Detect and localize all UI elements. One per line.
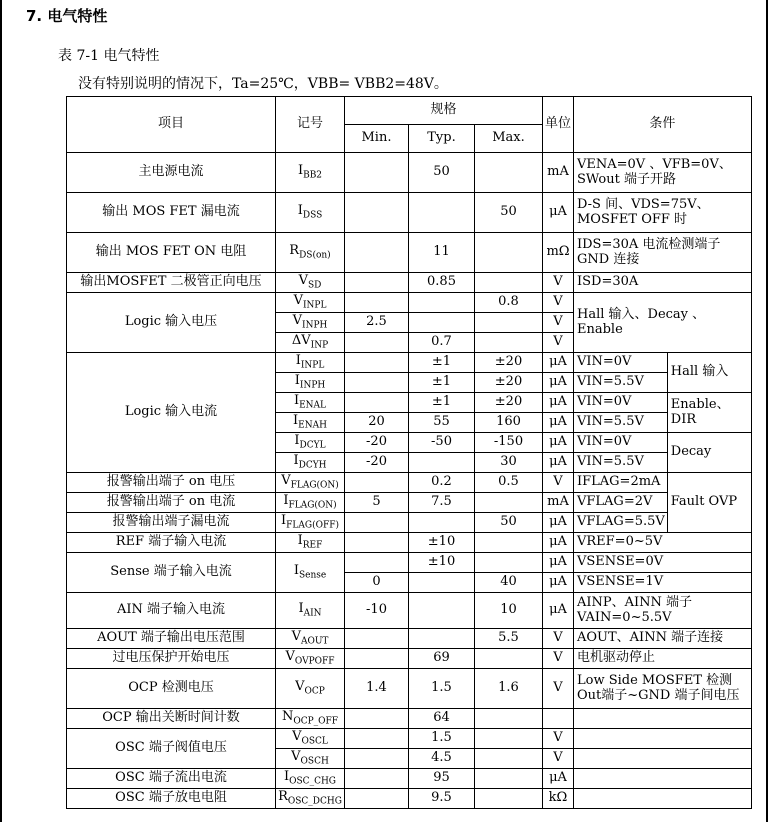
condition-group-cell: Enable、DIR [667, 393, 751, 433]
condition-cell: VIN=0V [574, 393, 668, 413]
symbol-main: I [293, 562, 299, 578]
item-cell: Sense 端子输入电流 [67, 553, 276, 593]
typ-cell [409, 193, 475, 233]
condition-cell: AINP、AINN 端子 VAIN=0~5.5V [574, 593, 752, 629]
symbol-main: V [285, 648, 295, 664]
symbol-sub: DS(on) [299, 250, 331, 261]
unit-cell: μA [543, 573, 574, 593]
symbol-sub: DCYH [298, 460, 327, 471]
header-item: 项目 [67, 97, 276, 153]
typ-cell: 69 [409, 649, 475, 669]
max-cell [475, 769, 543, 789]
unit-cell: μA [543, 373, 574, 393]
table-row [67, 709, 752, 729]
symbol-sub: AOUT [300, 636, 329, 647]
symbol-cell [276, 513, 345, 533]
symbol-sub: INPH [299, 380, 326, 391]
symbol-main: V [292, 728, 302, 744]
symbol-main: V [293, 292, 303, 308]
item-cell: 报警输出端子 on 电压 [67, 473, 276, 493]
table-row [67, 649, 752, 669]
typ-cell: 1.5 [409, 729, 475, 749]
symbol-cell [276, 153, 345, 193]
min-cell [345, 273, 409, 293]
symbol-main: I [284, 768, 290, 784]
symbol-sub: BB2 [303, 170, 323, 181]
symbol-cell [276, 193, 345, 233]
max-cell [475, 729, 543, 749]
typ-cell: 4.5 [409, 749, 475, 769]
symbol-main: R [289, 242, 300, 258]
symbol-cell [276, 453, 345, 473]
symbol-sub: OSC_DCHG [287, 796, 342, 807]
symbol-cell [276, 473, 345, 493]
max-cell: -150 [475, 433, 543, 453]
min-cell: 0 [345, 573, 409, 593]
symbol-cell [276, 293, 345, 313]
symbol-main: V [298, 272, 308, 288]
symbol-cell [276, 749, 345, 769]
typ-cell: 0.2 [409, 473, 475, 493]
min-cell: 2.5 [345, 313, 409, 333]
table-row [67, 293, 752, 313]
symbol-sub: AIN [303, 608, 322, 619]
condition-group-cell: Decay [667, 433, 751, 473]
symbol-sub: OVPOFF [294, 656, 335, 667]
unit-cell: μA [543, 769, 574, 789]
symbol-cell [276, 393, 345, 413]
unit-cell: μA [543, 193, 574, 233]
symbol-main: I [298, 600, 304, 616]
unit-cell: μA [543, 353, 574, 373]
min-cell [345, 373, 409, 393]
max-cell: 50 [475, 513, 543, 533]
symbol-main: I [294, 432, 300, 448]
condition-cell: VIN=5.5V [574, 373, 668, 393]
table-row [67, 729, 752, 749]
min-cell [345, 353, 409, 373]
symbol-sub: FLAG(OFF) [286, 520, 339, 531]
header-symbol: 记号 [276, 97, 345, 153]
typ-cell: ±1 [409, 393, 475, 413]
min-cell [345, 709, 409, 729]
item-cell: AOUT 端子输出电压范围 [67, 629, 276, 649]
table-row [67, 353, 752, 373]
condition-cell: IDS=30A 电流检测端子 GND 连接 [574, 233, 752, 273]
min-cell [345, 629, 409, 649]
unit-cell: V [543, 313, 574, 333]
min-cell: 1.4 [345, 669, 409, 709]
condition-cell: 电机驱动停止 [574, 649, 752, 669]
typ-cell: 55 [409, 413, 475, 433]
condition-cell: VSENSE=1V [574, 573, 752, 593]
unit-cell: V [543, 333, 574, 353]
max-cell [475, 709, 543, 729]
section-title: 7. 电气特性 [26, 7, 108, 25]
symbol-main: I [295, 352, 301, 368]
min-cell [345, 193, 409, 233]
condition-cell: D-S 间、VDS=75V、MOSFET OFF 时 [574, 193, 752, 233]
min-cell: 5 [345, 493, 409, 513]
typ-cell: 1.5 [409, 669, 475, 709]
item-cell: 过电压保护开始电压 [67, 649, 276, 669]
condition-cell: IFLAG=2mA [574, 473, 668, 493]
max-cell: 0.8 [475, 293, 543, 313]
item-cell: 输出 MOS FET ON 电阻 [67, 233, 276, 273]
max-cell [475, 233, 543, 273]
item-cell: Logic 输入电流 [67, 353, 276, 473]
symbol-sub: INPL [300, 360, 325, 371]
item-cell: OSC 端子流出电流 [67, 769, 276, 789]
min-cell [345, 729, 409, 749]
unit-cell: μA [543, 453, 574, 473]
typ-cell: ±1 [409, 353, 475, 373]
symbol-sub: ENAH [298, 420, 327, 431]
max-cell: 30 [475, 453, 543, 473]
max-cell: ±20 [475, 353, 543, 373]
typ-cell: 50 [409, 153, 475, 193]
min-cell: -20 [345, 453, 409, 473]
table-row [67, 193, 752, 233]
symbol-main: I [281, 512, 287, 528]
symbol-main: V [295, 678, 305, 694]
item-cell: 报警输出端子 on 电流 [67, 493, 276, 513]
unit-cell: V [543, 729, 574, 749]
max-cell [475, 533, 543, 553]
condition-cell: Low Side MOSFET 检测 Out端子~GND 端子间电压 [574, 669, 752, 709]
item-cell: OSC 端子放电电阻 [67, 789, 276, 809]
min-cell [345, 333, 409, 353]
min-cell [345, 233, 409, 273]
condition-cell: VSENSE=0V [574, 553, 752, 573]
max-cell: 0.5 [475, 473, 543, 493]
unit-cell: μA [543, 433, 574, 453]
symbol-sub: INP [310, 340, 329, 351]
typ-cell: 0.85 [409, 273, 475, 293]
table-row [67, 553, 752, 573]
typ-cell [409, 629, 475, 649]
unit-cell: mA [543, 493, 574, 513]
min-cell: 20 [345, 413, 409, 433]
symbol-sub: FLAG(ON) [290, 480, 339, 491]
unit-cell: μA [543, 553, 574, 573]
min-cell [345, 649, 409, 669]
symbol-sub: SD [308, 280, 322, 291]
item-cell: OCP 检测电压 [67, 669, 276, 709]
min-cell [345, 153, 409, 193]
unit-cell: V [543, 473, 574, 493]
max-cell: 10 [475, 593, 543, 629]
table-row [67, 233, 752, 273]
table-row [67, 493, 752, 513]
typ-cell: 7.5 [409, 493, 475, 513]
symbol-main: I [293, 452, 299, 468]
typ-cell: ±10 [409, 533, 475, 553]
typ-cell: ±1 [409, 373, 475, 393]
max-cell [475, 313, 543, 333]
symbol-sub: DCYL [299, 440, 326, 451]
symbol-cell [276, 769, 345, 789]
condition-cell: VFLAG=2V [574, 493, 668, 513]
max-cell [475, 153, 543, 193]
symbol-sub: INPL [302, 300, 327, 311]
item-cell: REF 端子输入电流 [67, 533, 276, 553]
unit-cell: V [543, 669, 574, 709]
header-max: Max. [475, 125, 543, 153]
condition-cell: VENA=0V 、VFB=0V、SWout 端子开路 [574, 153, 752, 193]
table-row [67, 789, 752, 809]
unit-cell: kΩ [543, 789, 574, 809]
condition-cell: Hall 输入、Decay 、Enable [574, 293, 752, 353]
symbol-main: I [283, 492, 289, 508]
symbol-cell [276, 729, 345, 749]
item-cell: 输出 MOS FET 漏电流 [67, 193, 276, 233]
symbol-cell [276, 649, 345, 669]
max-cell [475, 273, 543, 293]
min-cell [345, 393, 409, 413]
max-cell: 40 [475, 573, 543, 593]
typ-cell: 95 [409, 769, 475, 789]
max-cell [475, 333, 543, 353]
symbol-cell [276, 593, 345, 629]
typ-cell: ±10 [409, 553, 475, 573]
symbol-cell [276, 493, 345, 513]
table-row [67, 153, 752, 193]
condition-cell [574, 709, 752, 729]
symbol-cell [276, 433, 345, 453]
typ-cell: 0.7 [409, 333, 475, 353]
symbol-sub: OCP_OFF [293, 716, 339, 727]
min-cell [345, 533, 409, 553]
symbol-cell [276, 553, 345, 593]
condition-cell: VIN=0V [574, 353, 668, 373]
symbol-cell [276, 709, 345, 729]
min-cell [345, 553, 409, 573]
condition-group-cell: Hall 输入 [667, 353, 751, 393]
condition-cell [574, 729, 752, 749]
header-unit: 单位 [543, 97, 574, 153]
symbol-main: ΔV [291, 332, 311, 348]
condition-cell: VIN=5.5V [574, 413, 668, 433]
max-cell [475, 789, 543, 809]
symbol-main: V [291, 628, 301, 644]
condition-cell: VFLAG=5.5V [574, 513, 668, 533]
max-cell [475, 553, 543, 573]
unit-cell: μA [543, 413, 574, 433]
max-cell: 50 [475, 193, 543, 233]
item-cell: 主电源电流 [67, 153, 276, 193]
symbol-cell [276, 669, 345, 709]
min-cell [345, 789, 409, 809]
max-cell: ±20 [475, 373, 543, 393]
symbol-main: R [278, 788, 288, 804]
symbol-main: N [281, 708, 294, 724]
min-cell [345, 293, 409, 313]
table-row [67, 513, 752, 533]
condition-cell [574, 769, 752, 789]
symbol-sub: Sense [298, 570, 327, 581]
unit-cell: V [543, 629, 574, 649]
max-cell [475, 649, 543, 669]
symbol-sub: FLAG(ON) [288, 500, 337, 511]
symbol-main: I [293, 412, 299, 428]
min-cell [345, 769, 409, 789]
table-row [67, 769, 752, 789]
typ-cell [409, 573, 475, 593]
symbol-main: I [297, 202, 303, 218]
unit-cell: μA [543, 533, 574, 553]
typ-cell [409, 453, 475, 473]
unit-cell: V [543, 273, 574, 293]
condition-cell [574, 749, 752, 769]
symbol-main: I [297, 162, 304, 178]
symbol-sub: ENAL [299, 400, 327, 411]
symbol-sub: DSS [302, 210, 323, 221]
item-cell: 输出MOSFET 二极管正向电压 [67, 273, 276, 293]
symbol-sub: INPH [302, 320, 328, 331]
max-cell: 1.6 [475, 669, 543, 709]
condition-cell: ISD=30A [574, 273, 752, 293]
symbol-sub: REF [302, 540, 323, 551]
typ-cell: 9.5 [409, 789, 475, 809]
electrical-characteristics-table [66, 96, 752, 809]
symbol-sub: OSCL [301, 736, 328, 747]
table-row [67, 273, 752, 293]
unit-cell: V [543, 649, 574, 669]
table-row [67, 593, 752, 629]
condition-group-cell: Fault OVP [667, 473, 751, 533]
max-cell: 160 [475, 413, 543, 433]
max-cell [475, 493, 543, 513]
item-cell: AIN 端子输入电流 [67, 593, 276, 629]
typ-cell: -50 [409, 433, 475, 453]
header-typ: Typ. [409, 125, 475, 153]
symbol-cell [276, 413, 345, 433]
unit-cell: μA [543, 513, 574, 533]
symbol-cell [276, 333, 345, 353]
typ-cell [409, 293, 475, 313]
symbol-main: I [293, 392, 300, 408]
unit-cell: mΩ [543, 233, 574, 273]
header-condition: 条件 [574, 97, 752, 153]
condition-cell [574, 789, 752, 809]
symbol-main: V [292, 312, 303, 328]
table-note: 没有特别说明的情况下，Ta=25℃，VBB= VBB2=48V。 [78, 76, 448, 92]
min-cell: -20 [345, 433, 409, 453]
table-row [67, 473, 752, 493]
symbol-sub: OSC_CHG [289, 776, 336, 787]
typ-cell: 11 [409, 233, 475, 273]
header-min: Min. [345, 125, 409, 153]
typ-cell: 64 [409, 709, 475, 729]
condition-cell: AOUT、AINN 端子连接 [574, 629, 752, 649]
symbol-main: V [291, 748, 301, 764]
typ-cell [409, 313, 475, 333]
max-cell: ±20 [475, 393, 543, 413]
unit-cell: μA [543, 393, 574, 413]
min-cell [345, 749, 409, 769]
condition-cell: VIN=0V [574, 433, 668, 453]
typ-cell [409, 513, 475, 533]
symbol-sub: OCP [304, 686, 325, 697]
symbol-cell [276, 353, 345, 373]
max-cell: 5.5 [475, 629, 543, 649]
min-cell [345, 473, 409, 493]
symbol-cell [276, 629, 345, 649]
symbol-main: I [294, 372, 300, 388]
header-spec: 规格 [345, 97, 543, 125]
symbol-cell [276, 373, 345, 393]
unit-cell: μA [543, 593, 574, 629]
unit-cell: mA [543, 153, 574, 193]
unit-cell: V [543, 749, 574, 769]
symbol-cell [276, 273, 345, 293]
symbol-main: V [281, 472, 291, 488]
item-cell: Logic 输入电压 [67, 293, 276, 353]
condition-cell: VREF=0~5V [574, 533, 752, 553]
item-cell: 报警输出端子漏电流 [67, 513, 276, 533]
unit-cell [543, 709, 574, 729]
max-cell [475, 749, 543, 769]
symbol-sub: OSCH [300, 756, 329, 767]
table-row [67, 629, 752, 649]
symbol-main: I [297, 532, 303, 548]
table-row [67, 533, 752, 553]
condition-cell: VIN=5.5V [574, 453, 668, 473]
min-cell: -10 [345, 593, 409, 629]
symbol-cell [276, 789, 345, 809]
table-row [67, 669, 752, 709]
symbol-cell [276, 233, 345, 273]
symbol-cell [276, 533, 345, 553]
unit-cell: V [543, 293, 574, 313]
item-cell: OSC 端子阀值电压 [67, 729, 276, 769]
typ-cell [409, 593, 475, 629]
item-cell: OCP 输出关断时间计数 [67, 709, 276, 729]
min-cell [345, 513, 409, 533]
table-caption: 表 7-1 电气特性 [58, 48, 160, 64]
symbol-cell [276, 313, 345, 333]
